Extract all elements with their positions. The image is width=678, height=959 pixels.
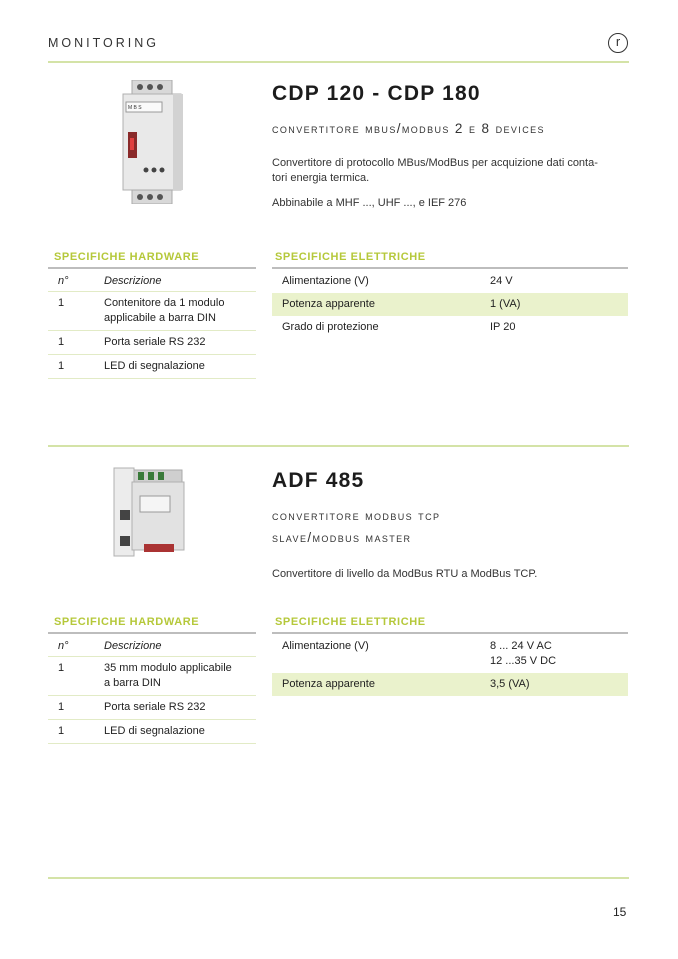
footer-divider bbox=[48, 877, 629, 879]
electrical-table-topline bbox=[272, 267, 628, 269]
page-number: 15 bbox=[613, 905, 627, 919]
hardware-specs-table bbox=[48, 635, 256, 744]
col-header-description: Descrizione bbox=[104, 270, 256, 292]
table-row: Grado di protezione IP 20 bbox=[282, 321, 516, 333]
hardware-table-topline bbox=[48, 632, 256, 634]
electrical-specs-table bbox=[272, 270, 628, 339]
product-title: CDP 120 - CDP 180 bbox=[272, 82, 481, 105]
product-subtitle: convertitore modbus tcp slave/modbus master bbox=[272, 508, 441, 545]
product-divider bbox=[48, 445, 629, 447]
table-row-highlighted: Potenza apparente 3,5 (VA) bbox=[272, 673, 628, 696]
col-header-number: n° bbox=[48, 270, 104, 292]
product-image-cdp bbox=[118, 80, 188, 209]
table-row: Alimentazione (V) 8 ... 24 V AC 12 ...35 V DC bbox=[282, 640, 557, 667]
section-title: MONITORING bbox=[48, 36, 160, 50]
col-header-number: n° bbox=[48, 635, 104, 657]
table-row: 1 Porta seriale RS 232 bbox=[48, 331, 256, 355]
brand-logo-icon: r bbox=[608, 33, 628, 53]
electrical-specs-heading: SPECIFICHE ELETTRICHE bbox=[275, 251, 426, 263]
table-header-row bbox=[48, 270, 256, 292]
hardware-specs-heading: SPECIFICHE HARDWARE bbox=[54, 616, 200, 628]
product-compatibility-note: Abbinabile a MHF ..., UHF ..., e IEF 276 bbox=[272, 197, 467, 209]
hardware-specs-table bbox=[48, 270, 256, 379]
table-row-highlighted: Potenza apparente 1 (VA) bbox=[272, 293, 628, 316]
table-row: 1 Contenitore da 1 modulo applicabile a barra DIN bbox=[48, 292, 256, 331]
table-row: Alimentazione (V) 24 V bbox=[282, 275, 513, 287]
hardware-table-topline bbox=[48, 267, 256, 269]
table-row: 1 LED di segnalazione bbox=[48, 720, 256, 744]
product-image-adf bbox=[110, 466, 188, 563]
svg-text:M B S: M B S bbox=[128, 105, 142, 111]
product-subtitle: convertitore mbus/modbus 2 e 8 devices bbox=[272, 121, 545, 136]
electrical-specs-heading: SPECIFICHE ELETTRICHE bbox=[275, 616, 426, 628]
electrical-table-topline bbox=[272, 632, 628, 634]
hardware-specs-heading: SPECIFICHE HARDWARE bbox=[54, 251, 200, 263]
table-row: 1 LED di segnalazione bbox=[48, 355, 256, 379]
col-header-description: Descrizione bbox=[104, 635, 256, 657]
electrical-specs-table bbox=[272, 635, 628, 696]
product-description: Convertitore di protocollo MBus/ModBus per acquizione dati conta- tori energia termica. bbox=[272, 157, 598, 184]
header-divider bbox=[48, 61, 629, 63]
table-row: 1 35 mm modulo applicabile a barra DIN bbox=[48, 657, 256, 696]
product-description: Convertitore di livello da ModBus RTU a ModBus TCP. bbox=[272, 568, 538, 580]
product-title: ADF 485 bbox=[272, 469, 365, 492]
table-row: 1 Porta seriale RS 232 bbox=[48, 696, 256, 720]
table-header-row bbox=[48, 635, 256, 657]
